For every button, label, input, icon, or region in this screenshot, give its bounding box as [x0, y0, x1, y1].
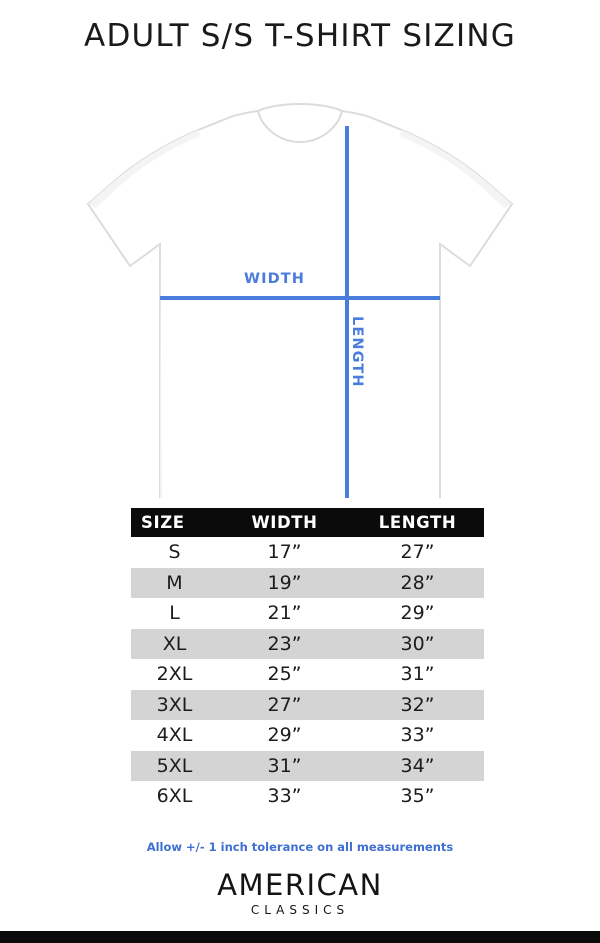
tshirt-diagram — [0, 58, 600, 498]
column-header-width: WIDTH — [218, 508, 351, 537]
cell-size: 2XL — [131, 659, 218, 690]
column-header-size: SIZE — [131, 508, 218, 537]
size-table-container — [131, 508, 469, 854]
cell-width: 31” — [218, 751, 351, 782]
cell-width: 23” — [218, 629, 351, 660]
size-table — [131, 508, 484, 812]
cell-length: 35” — [351, 781, 484, 812]
table-row — [131, 751, 484, 782]
cell-length: 32” — [351, 690, 484, 721]
cell-size: L — [131, 598, 218, 629]
page-title: ADULT S/S T-SHIRT SIZING — [84, 18, 516, 54]
table-row — [131, 720, 484, 751]
table-header-row — [131, 508, 484, 537]
brand-logo — [0, 868, 600, 917]
table-row — [131, 629, 484, 660]
cell-length: 28” — [351, 568, 484, 599]
cell-width: 25” — [218, 659, 351, 690]
cell-size: M — [131, 568, 218, 599]
cell-length: 31” — [351, 659, 484, 690]
cell-width: 17” — [218, 537, 351, 568]
tolerance-note: Allow +/- 1 inch tolerance on all measurements — [146, 840, 454, 854]
brand-tagline: CLASSICS — [250, 903, 350, 917]
tshirt-shape — [88, 104, 512, 498]
table-row — [131, 537, 484, 568]
cell-width: 27” — [218, 690, 351, 721]
cell-length: 29” — [351, 598, 484, 629]
brand-name: AMERICAN — [217, 868, 383, 902]
table-row — [131, 568, 484, 599]
cell-width: 29” — [218, 720, 351, 751]
cell-size: XL — [131, 629, 218, 660]
column-header-length: LENGTH — [351, 508, 484, 537]
cell-size: 4XL — [131, 720, 218, 751]
cell-width: 33” — [218, 781, 351, 812]
length-label: LENGTH — [349, 316, 365, 388]
cell-size: 3XL — [131, 690, 218, 721]
width-label: WIDTH — [244, 271, 305, 287]
cell-size: 5XL — [131, 751, 218, 782]
table-row — [131, 781, 484, 812]
cell-length: 30” — [351, 629, 484, 660]
cell-size: 6XL — [131, 781, 218, 812]
table-row — [131, 690, 484, 721]
footer-bar — [0, 931, 600, 943]
cell-width: 19” — [218, 568, 351, 599]
cell-width: 21” — [218, 598, 351, 629]
cell-length: 34” — [351, 751, 484, 782]
cell-size: S — [131, 537, 218, 568]
cell-length: 33” — [351, 720, 484, 751]
cell-length: 27” — [351, 537, 484, 568]
table-row — [131, 598, 484, 629]
table-row — [131, 659, 484, 690]
